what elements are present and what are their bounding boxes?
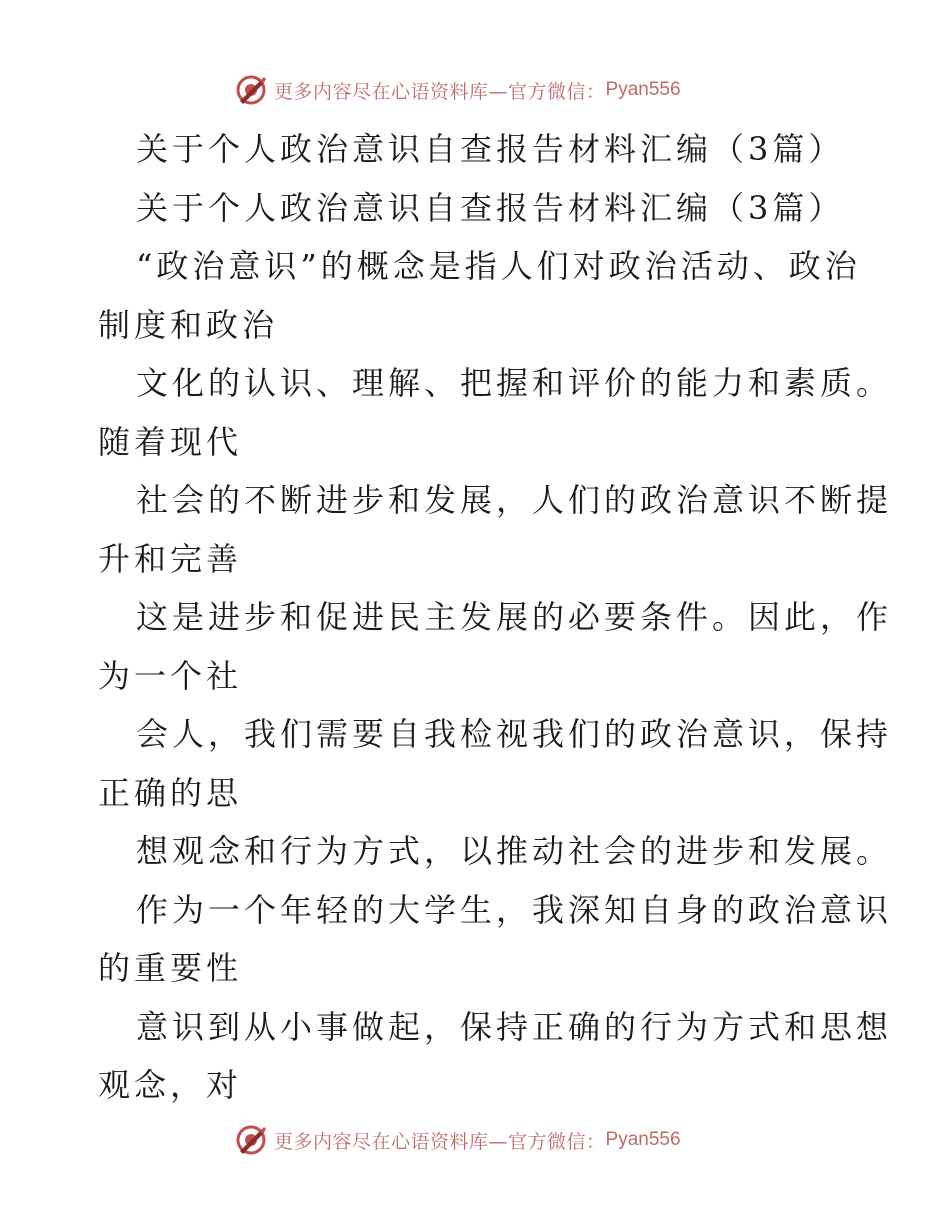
header-banner-text: 更多内容尽在心语资料库—官方微信： — [274, 80, 606, 103]
text-line: 制度和政治 — [98, 305, 279, 344]
header-wechat-id: Pyan556 — [605, 79, 681, 100]
text-line: 文化的认识、理解、把握和评价的能力和素质。 — [136, 364, 893, 402]
text-line: 关于个人政治意识自查报告材料汇编（3篇） — [136, 130, 845, 168]
footer-banner — [234, 1122, 681, 1158]
header-banner — [234, 72, 681, 108]
text-line: 作为一个年轻的大学生，我深知自身的政治意识 — [136, 890, 893, 929]
text-line: 意识到从小事做起，保持正确的行为方式和思想 — [136, 1007, 893, 1046]
text-line: 的重要性 — [98, 949, 243, 987]
text-line: 想观念和行为方式，以推动社会的进步和发展。 — [136, 832, 893, 870]
text-line: 观念，对 — [98, 1066, 243, 1104]
document-body — [98, 120, 893, 1115]
text-line: 会人，我们需要自我检视我们的政治意识，保持 — [136, 715, 893, 753]
footer-wechat-id: Pyan556 — [605, 1129, 681, 1150]
footer-banner-text: 更多内容尽在心语资料库—官方微信： — [274, 1130, 606, 1153]
text-line: 为一个社 — [98, 656, 243, 695]
pen-logo-icon — [234, 1123, 268, 1157]
pen-logo-icon — [234, 73, 268, 107]
text-line: 这是进步和促进民主发展的必要条件。因此，作 — [136, 598, 893, 636]
text-line: “政治意识”的概念是指人们对政治活动、政治 — [136, 247, 861, 285]
text-line: 正确的思 — [98, 773, 243, 812]
text-line: 关于个人政治意识自查报告材料汇编（3篇） — [136, 188, 845, 227]
text-line: 随着现代 — [98, 422, 243, 461]
text-line: 升和完善 — [98, 539, 243, 578]
text-line: 社会的不断进步和发展，人们的政治意识不断提 — [136, 481, 893, 519]
